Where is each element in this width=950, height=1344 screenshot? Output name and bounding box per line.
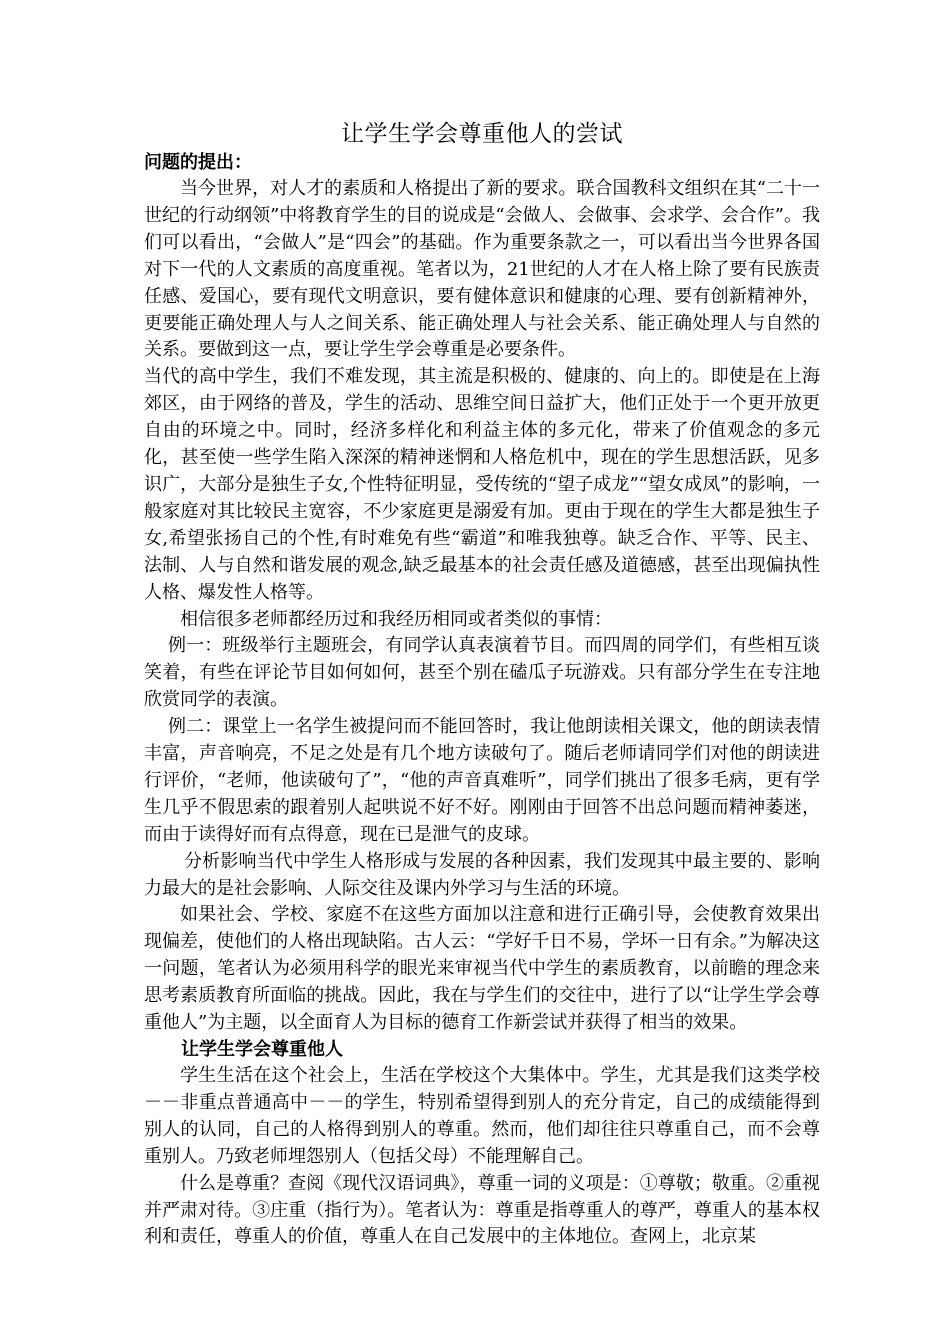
document-page [144, 118, 820, 1251]
section-heading-problem: 问题的提出： [144, 152, 252, 173]
document-title: 让学生学会尊重他人的尝试 [341, 121, 623, 147]
paragraph: 什么是尊重？查阅《现代汉语词典》，尊重一词的义项是：①尊敬；敬重。②重视并严肃对待。③庄重（指行为）。笔者认为：尊重是指尊重人的尊严，尊重人的基本权利和责任，尊重人的价值，尊重人在自己发展中的主体地位。查网上，北京某 [144, 1172, 820, 1248]
paragraph: 学生生活在这个社会上，生活在学校这个大集体中。学生，尤其是我们这类学校－－非重点普通高中－－的学生，特别希望得到别人的充分肯定，自己的成绩能得到别人的认同，自己的人格得到别人的尊重。然而，他们却往往只尊重自己，而不会尊重别人。乃致老师埋怨别人（包括父母）不能理解自己。 [144, 1065, 820, 1167]
paragraph-example-two: 例二：课堂上一名学生被提问而不能回答时，我让他朗读相关课文，他的朗读表情丰富，声音响亮，不足之处是有几个地方读破句了。随后老师请同学们对他的朗读进行评价，“老师，他读破句了”，“他的声音真难听”，同学们挑出了很多毛病，更有学生几乎不假思索的跟着别人起哄说不好不好。刚刚由于回答不出总问题而精神萎迷，而由于读得好而有点得意，现在已是泄气的皮球。 [144, 716, 820, 845]
paragraph: 当代的高中学生，我们不难发现，其主流是积极的、健康的、向上的。即使是在上海郊区，由于网络的普及，学生的活动、思维空间日益扩大，他们正处于一个更开放更自由的环境之中。同时，经济多样化和利益主体的多元化，带来了价值观念的多元化，甚至使一些学生陷入深深的精神迷惘和人格危机中，现在的学生思想活跃，见多识广，大部分是独生子女,个性特征明显，受传统的“望子成龙”“望女成凤”的影响，一般家庭对其比较民主宽容，不少家庭更是溺爱有加。更由于现在的学生大都是独生子女,希望张扬自己的个性,有时难免有些“霸道”和唯我独尊。缺乏合作、平等、民主、法制、人与自然和谐发展的观念,缺乏最基本的社会责任感及道德感，甚至出现偏执性人格、爆发性人格等。 [144, 366, 820, 603]
paragraph: 如果社会、学校、家庭不在这些方面加以注意和进行正确引导，会使教育效果出现偏差，使他们的人格出现缺陷。古人云：“学好千日不易，学坏一日有余。”为解决这一问题，笔者认为必须用科学的眼光来审视当代中学生的素质教育，以前瞻的理念来思考素质教育所面临的挑战。因此，我在与学生们的交往中，进行了以“让学生学会尊重他人”为主题，以全面育人为目标的德育工作新尝试并获得了相当的效果。 [144, 904, 820, 1034]
paragraph-example-one: 例一：班级举行主题班会，有同学认真表演着节目。而四周的同学们，有些相互谈笑着，有些在评论节目如何如何，甚至个别在磕瓜子玩游戏。只有部分学生在专注地欣赏同学的表演。 [144, 635, 820, 711]
paragraph: 当今世界，对人才的素质和人格提出了新的要求。联合国教科文组织在其“二十一世纪的行动纲领”中将教育学生的目的说成是“会做人、会做事、会求学、会合作”。我们可以看出，“会做人”是“四会”的基础。作为重要条款之一，可以看出当今世界各国对下一代的人文素质的高度重视。笔者以为，21世纪的人才在人格上除了要有民族责任感、爱国心，要有现代文明意识，要有健体意识和健康的心理、要有创新精神外，更要能正确处理人与人之间关系、能正确处理人与社会关系、能正确处理人与自然的关系。要做到这一点，要让学生学会尊重是必要条件。 [144, 178, 820, 361]
paragraph: 分析影响当代中学生人格形成与发展的各种因素，我们发现其中最主要的、影响力最大的是社会影响、人际交往及课内外学习与生活的环境。 [144, 850, 820, 899]
paragraph: 相信很多老师都经历过和我经历相同或者类似的事情： [180, 608, 612, 630]
section-heading-respect: 让学生学会尊重他人 [181, 1039, 343, 1060]
